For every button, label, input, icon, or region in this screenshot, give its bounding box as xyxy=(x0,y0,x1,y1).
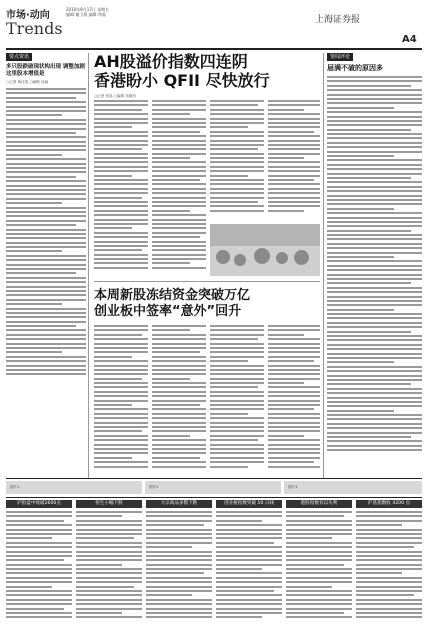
dateline: 2010年9月17日 星期五 编辑:谢卫群 编辑:李磊 xyxy=(66,7,110,17)
photo-strip-rule-top xyxy=(6,478,422,479)
paper-name: 上海证券报 xyxy=(315,15,361,25)
photo-figure xyxy=(254,248,270,264)
second-body-col-1 xyxy=(94,325,148,473)
left-column-byline: ○记者 黄诗雯 ○编辑 吴赫 xyxy=(6,80,49,84)
main-headline: AH股溢价指数四连阴 香港盼小 QFII 尽快放行 xyxy=(94,52,270,90)
market-box-body xyxy=(286,511,352,623)
trading-floor-photo xyxy=(210,224,320,276)
right-column-divider xyxy=(323,53,324,478)
market-box-body xyxy=(6,511,72,623)
main-byline: ○记者 张晶 ○编辑 吴晓庆 xyxy=(94,94,137,98)
photo-background xyxy=(210,224,320,246)
second-body-col-4 xyxy=(268,325,320,473)
strip-photo-2: 图片2 xyxy=(145,481,281,494)
strip-photo-1: 图片1 xyxy=(6,481,142,494)
photo-figure xyxy=(216,250,230,264)
market-box-title: 沪指盘中收破2600点 xyxy=(6,500,72,508)
section-title: 市场·动向 xyxy=(6,10,50,21)
main-body-col-2 xyxy=(152,100,206,275)
photo-figure xyxy=(294,250,309,265)
main-body-col-3 xyxy=(210,100,264,220)
left-column-body xyxy=(6,88,86,388)
left-column-tag: 要点资讯 xyxy=(6,53,32,61)
main-body-col-4 xyxy=(268,100,320,220)
second-body-col-2 xyxy=(152,325,206,473)
masthead-rule xyxy=(6,48,422,50)
market-box-body xyxy=(216,511,282,623)
market-box-title: 大宗商品多数下跌 xyxy=(146,500,212,508)
market-box-title: 恒生小幅下跌 xyxy=(76,500,142,508)
market-box-title: 创业板指数突破 50 日线 xyxy=(216,500,282,508)
market-box-title: 沪基指数收 4200 点 xyxy=(356,500,422,508)
photo-figure xyxy=(276,252,288,264)
right-column-body xyxy=(327,76,422,474)
second-headline: 本周新股冻结资金突破万亿 创业板中签率“意外”回升 xyxy=(94,288,251,319)
left-column-headline: 多只股跌破现状构出现 调整加剧这里股本增值是 xyxy=(6,64,85,77)
second-body-col-3 xyxy=(210,325,264,473)
photo-figure xyxy=(234,254,246,266)
left-column-divider xyxy=(88,53,89,478)
market-box-body xyxy=(146,511,212,623)
strip-photo-3: 图片3 xyxy=(284,481,422,494)
right-column-tag: 要闻评论 xyxy=(327,53,353,61)
main-story-divider xyxy=(94,281,320,282)
masthead xyxy=(0,0,428,50)
page-number: A4 xyxy=(402,34,417,45)
main-body-col-1 xyxy=(94,100,148,275)
market-box-body xyxy=(76,511,142,623)
right-column-headline: 届满不破的原因多 xyxy=(327,64,383,72)
bottom-boxes-rule xyxy=(6,497,422,498)
market-box-title: 港股指数有以失利 xyxy=(286,500,352,508)
market-box-body xyxy=(356,511,422,623)
section-brand: Trends xyxy=(6,19,63,38)
